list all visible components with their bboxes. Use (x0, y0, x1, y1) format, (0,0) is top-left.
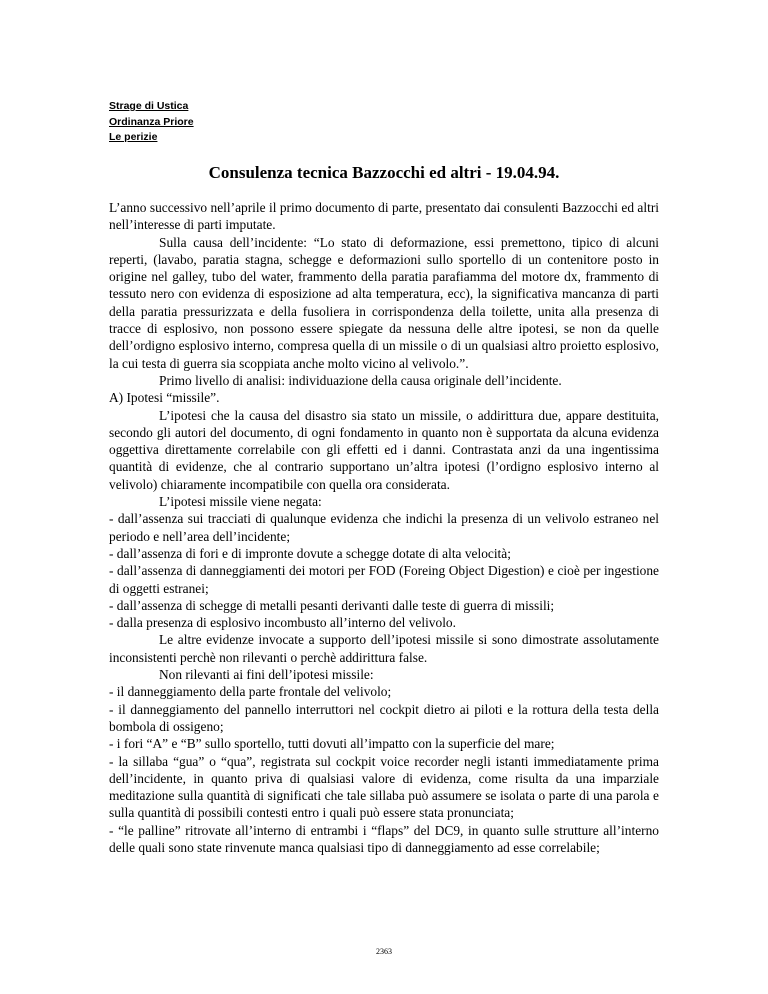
page-number: 2363 (376, 947, 392, 956)
paragraph: - dall’assenza sui tracciati di qualunque evidenza che indichi la presenza di un velivolo estraneo nel periodo e nell’area dell’incidente; (109, 511, 659, 544)
document-body (109, 199, 659, 856)
paragraph: - i fori “A” e “B” sullo sportello, tutti dovuti all’impatto con la superficie del mare; (109, 736, 555, 752)
paragraph: - il danneggiamento del pannello interruttori nel cockpit dietro ai piloti e la rottura della testa della bombola di ossigeno; (109, 701, 659, 734)
breadcrumb-link-ordinanza-priore[interactable]: Ordinanza Priore (109, 115, 194, 128)
paragraph: Non rilevanti ai fini dell’ipotesi missile: (159, 667, 374, 683)
breadcrumb-link-le-perizie[interactable]: Le perizie (109, 131, 158, 143)
paragraph: - dall’assenza di schegge di metalli pesanti derivanti dalle teste di guerra di missili; (109, 597, 555, 613)
page-title: Consulenza tecnica Bazzocchi ed altri - 19.04.94. (208, 163, 560, 182)
paragraph: L’ipotesi che la causa del disastro sia stato un missile, o addirittura due, appare destituita, secondo gli autori del documento, di ogni fondamento in quanto non è supportata da alcuna evidenza oggettiva direttamente correlabile con gli effetti ed i danni. Contrastata anzi da una ingentissima quantità di evidenze, che al contrario supportano un’altra ipotesi (l’ordigno esplosivo interno al velivolo) chiaramente incompatibile con quella ora considerata. (109, 407, 659, 492)
paragraph: A) Ipotesi “missile”. (109, 390, 220, 406)
paragraph: Le altre evidenze invocate a supporto dell’ipotesi missile si sono dimostrate assolutamente inconsistenti perchè non rilevanti o perchè addirittura false. (109, 632, 659, 665)
breadcrumb-link-strage-di-ustica[interactable]: Strage di Ustica (109, 100, 189, 112)
paragraph: Primo livello di analisi: individuazione della causa originale dell’incidente. (159, 372, 562, 388)
paragraph: L’anno successivo nell’aprile il primo documento di parte, presentato dai consulenti Bazzocchi ed altri nell’interesse di parti imputate. (109, 200, 659, 233)
paragraph: Sulla causa dell’incidente: “Lo stato di deformazione, essi premettono, tipico di alcuni reperti, (lavabo, paratia stagna, schegge e deformazioni sullo sportello di un contenitore posto in origine nel galley, tubo del water, frammento della paratia parafiamma del motore dx, frammento di tessuto nero con evidenza di esposizione ad alta temperatura, ecc), la significativa mancanza di parti della paratia pressurizzata e della fusoliera in corrispondenza della toilette, unita alla presenza di tracce di esplosivo, non possono essere spiegate da nessuna delle altre ipotesi, se non da quelle dell’ordigno esplosivo interno, compresa quella di un missile o di un qualsiasi altro proietto esplosivo, la cui testa di guerra sia scoppiata anche molto vicino al velivolo.”. (109, 234, 659, 371)
paragraph: - dalla presenza di esplosivo incombusto all’interno del velivolo. (109, 615, 456, 631)
paragraph: - dall’assenza di fori e di impronte dovute a schegge dotate di alta velocità; (109, 545, 511, 561)
paragraph: - dall’assenza di danneggiamenti dei motori per FOD (Foreing Object Digestion) e cioè per ingestione di oggetti estranei; (109, 563, 659, 596)
paragraph: - la sillaba “gua” o “qua”, registrata sul cockpit voice recorder negli istanti immediatamente prima dell’incidente, in quanto priva di qualsiasi valore di evidenza, come risulta da una imparziale meditazione sulla quantità di significati che tale sillaba può assumere se isolata o parte di una parola e sulla quantità di possibili contesti entro i quali può essere stata pronunciata; (109, 753, 659, 821)
breadcrumb (109, 99, 194, 146)
paragraph: L’ipotesi missile viene negata: (159, 494, 322, 510)
paragraph: - il danneggiamento della parte frontale del velivolo; (109, 684, 392, 700)
paragraph: - “le palline” ritrovate all’interno di entrambi i “flaps” del DC9, in quanto sulle strutture all’interno delle quali sono state rinvenute manca qualsiasi tipo di danneggiamento ad esse correlabile; (109, 822, 659, 855)
